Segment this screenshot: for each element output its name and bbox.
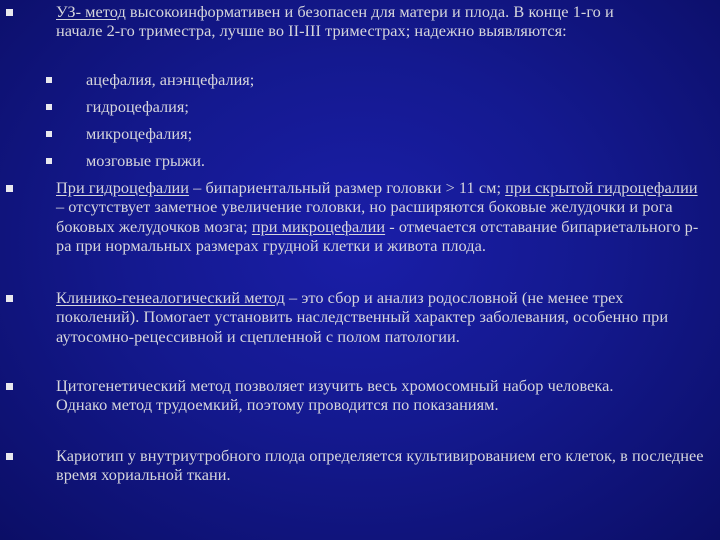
text-segment: – отсутствует заметное увеличение головки, но расширяются боковые желудочки и рога боковых желудочков мозга; <box>56 197 673 236</box>
text-segment: высокоинформативен и безопасен для матери и плода. В конце 1-го и начале 2-го триместра, лучше во II-III триместрах; надежно выявляются: <box>56 2 614 41</box>
list-item-text <box>56 288 706 346</box>
square-bullet-icon <box>6 9 13 16</box>
text-segment: - отмечается отставание бипариетального р-ра при нормальных размерах грудной клетки и живота плода. <box>56 216 699 255</box>
text-segment: – бипариентальный размер головки > 11 см; <box>189 178 506 197</box>
text-segment: – это сбор и анализ родословной (не менее трех поколений). Помогает установить наследственный характер заболевания, особенно при аутосомно-рецессивной и сцепленной с полом патологии. <box>56 288 669 346</box>
list-item-text <box>56 2 656 41</box>
term-hydrocephaly: При гидроцефалии <box>56 178 190 197</box>
list-item-text <box>56 178 706 255</box>
square-bullet-icon <box>46 104 52 110</box>
term-microcephaly: при микроцефалии <box>251 216 386 236</box>
square-bullet-icon <box>46 131 52 137</box>
sub-list-item-text: гидроцефалия; <box>86 97 189 116</box>
list-item-text: Цитогенетический метод позволяет изучить весь хромосомный набор человека. Однако метод трудоемкий, поэтому проводится по показаниям. <box>56 376 614 415</box>
list-item-text: Кариотип у внутриутробного плода определяется культивированием его клеток, в последнее время хориальной ткани. <box>56 446 704 485</box>
square-bullet-icon <box>6 295 13 302</box>
square-bullet-icon <box>6 453 13 460</box>
term-ultrasound: УЗ- метод <box>56 2 126 21</box>
term-hidden-hydrocephaly: при скрытой гидроцефалии <box>505 178 698 197</box>
term-genealogical-method: Клинико-генеалогический метод <box>56 288 285 307</box>
sub-list-item-text: мозговые грыжи. <box>86 151 206 170</box>
square-bullet-icon <box>46 158 52 164</box>
square-bullet-icon <box>6 383 13 390</box>
square-bullet-icon <box>46 77 52 83</box>
sub-list-item-text: ацефалия, анэнцефалия; <box>86 70 255 89</box>
sub-list-item-text: микроцефалия; <box>86 124 193 143</box>
square-bullet-icon <box>6 185 13 192</box>
